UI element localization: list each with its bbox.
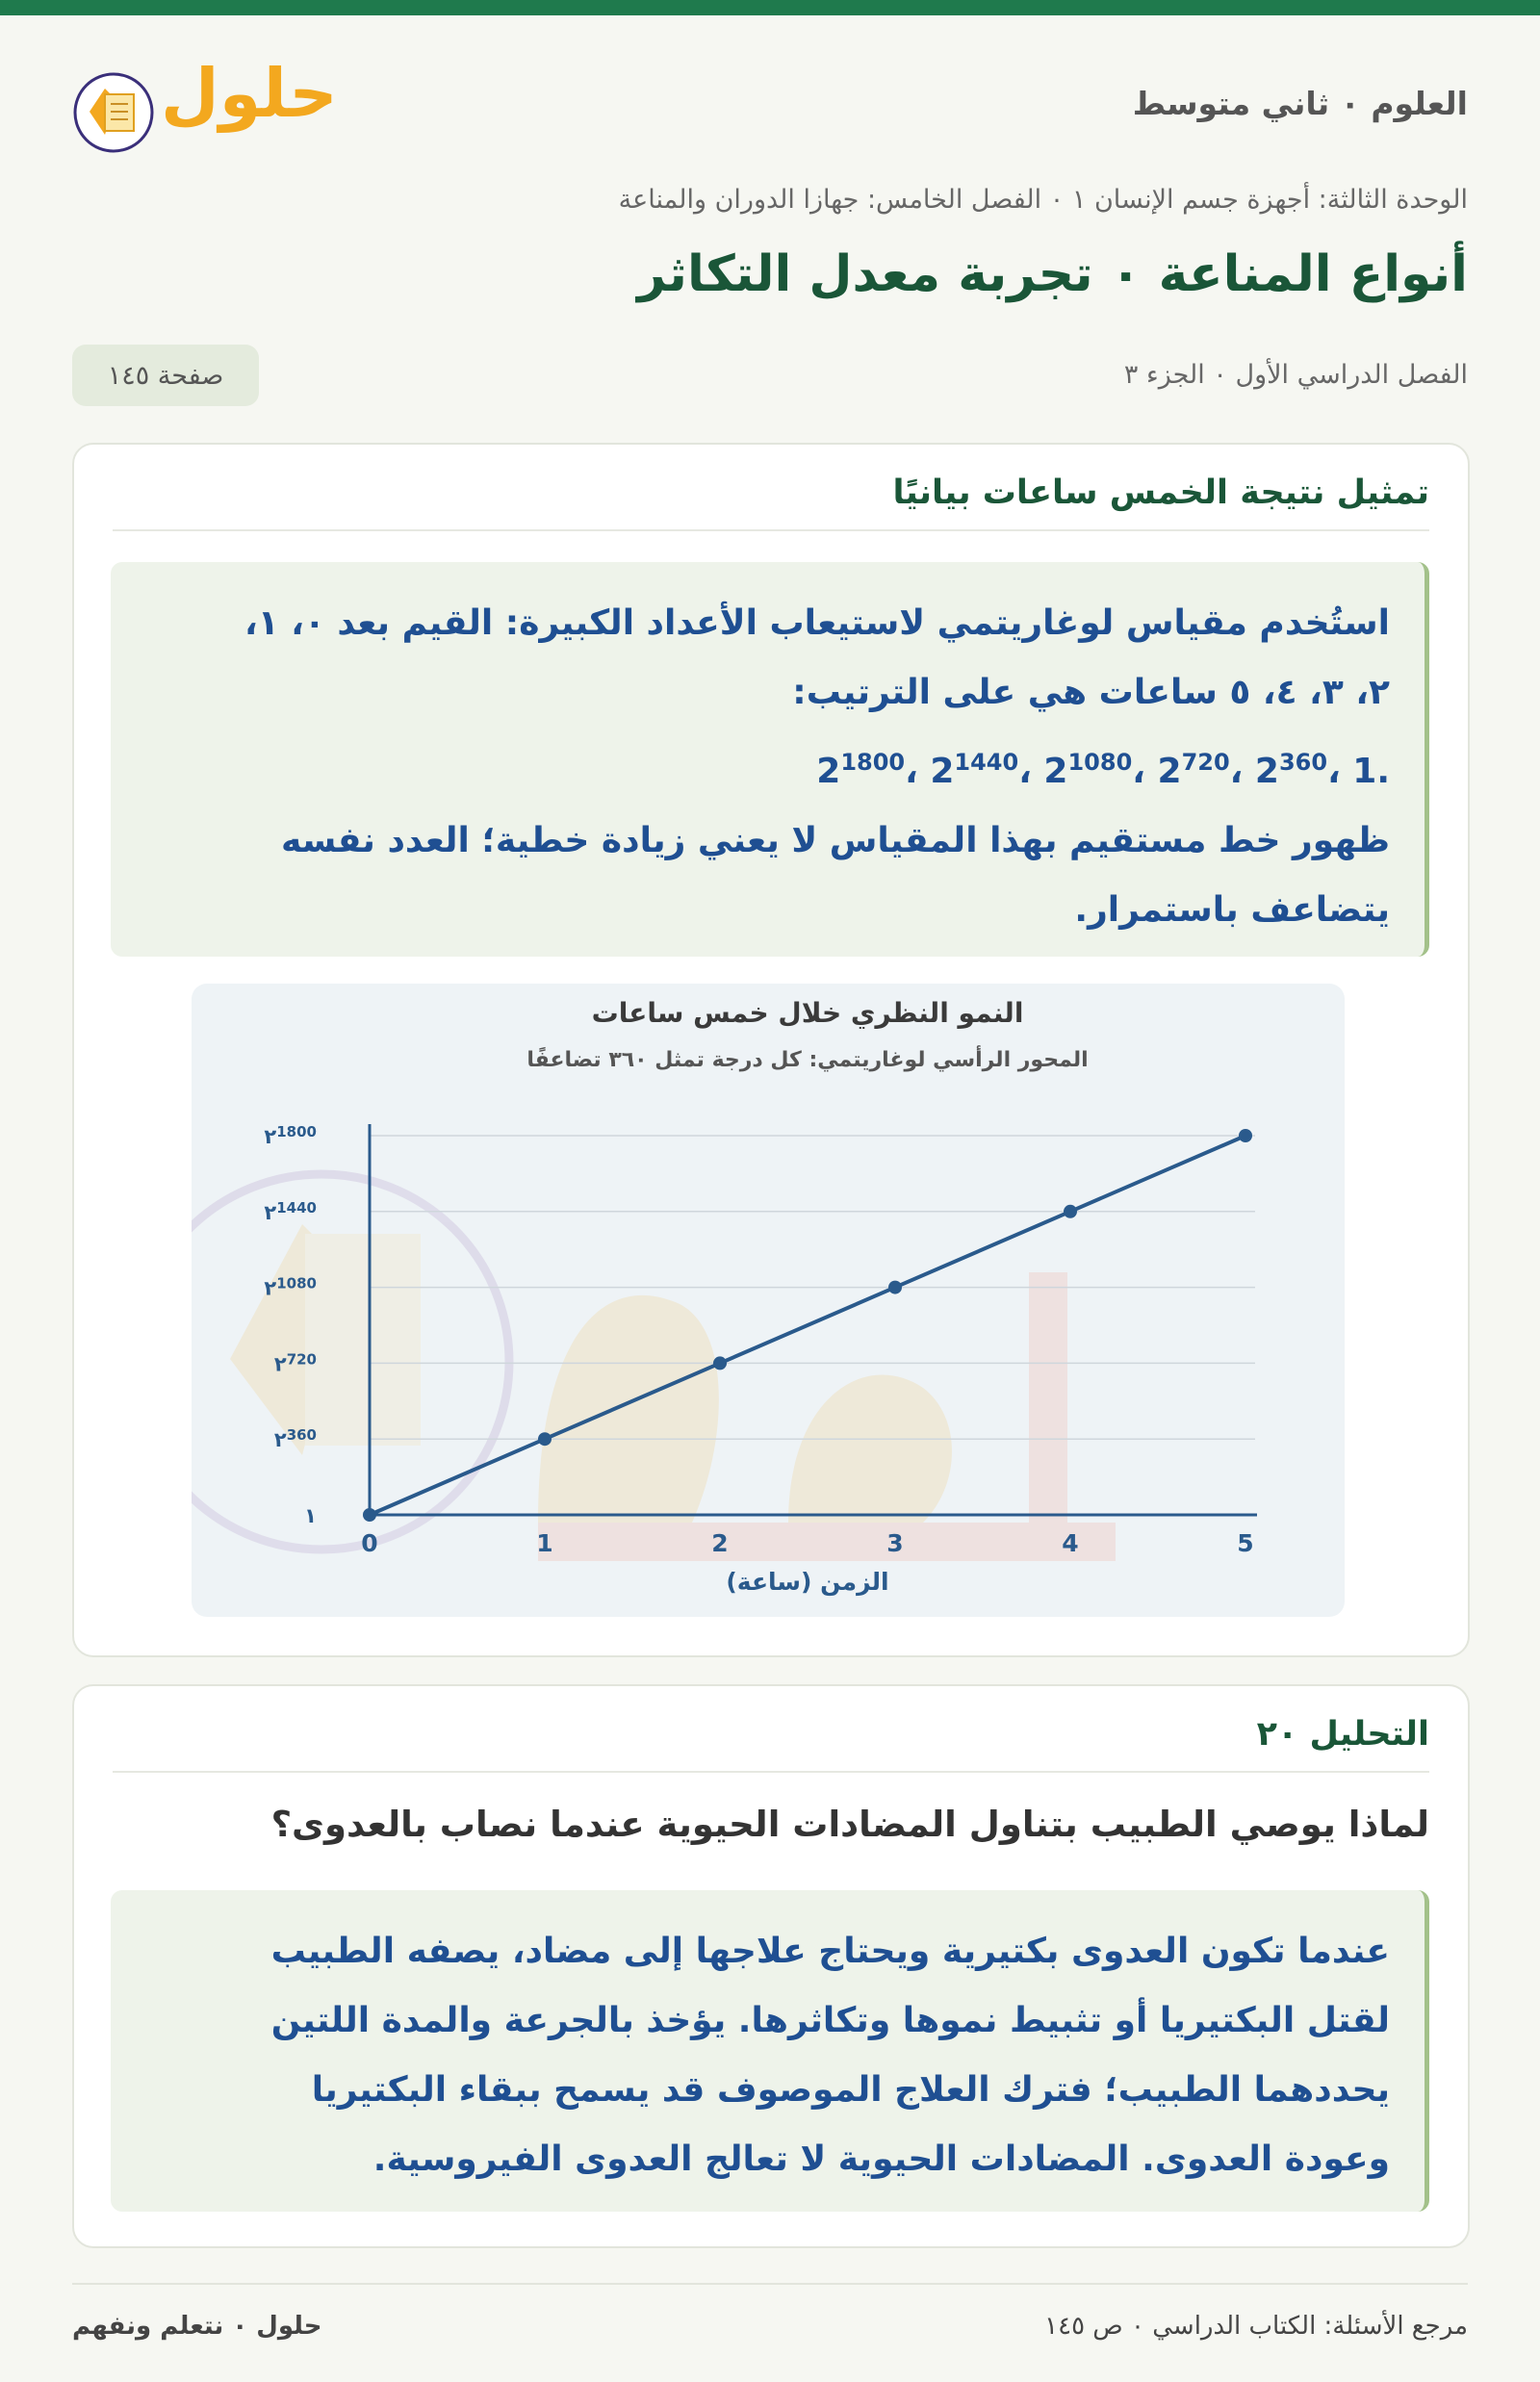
- y-tick-label: $٢^{360}$: [273, 1426, 317, 1452]
- separator: ،: [1018, 752, 1044, 791]
- note-line: استُخدم مقياس لوغاريتمي لاستيعاب الأعداد الكبيرة: القيم بعد ٠، ١،: [244, 603, 1390, 643]
- separator: ،: [1229, 752, 1255, 791]
- footer-source: مرجع الأسئلة: الكتاب الدراسي ٠ ص ١٤٥: [1044, 2312, 1468, 2341]
- y-tick-label: $٢^{1080}$: [264, 1274, 317, 1300]
- chart-title: النمو النظري خلال خمس ساعات: [591, 997, 1024, 1029]
- data-point: [713, 1356, 727, 1370]
- chart-panel: [192, 984, 1345, 1617]
- chart-subtitle: المحور الرأسي لوغاريتمي: كل درجة تمثل ٣٦٠ تضاعفًا: [526, 1048, 1089, 1072]
- separator: ،: [905, 752, 931, 791]
- section-title: التحليل ٢٠: [113, 1715, 1429, 1773]
- logo-wordmark: حلول: [161, 54, 338, 133]
- answer-note: [111, 1890, 1429, 2212]
- power-term: $2^{360}$: [1254, 749, 1328, 791]
- answer-line: لقتل البكتيريا أو تثبيط نموها وتكاثرها. يؤخذ بالجرعة والمدة اللتين: [270, 2001, 1390, 2040]
- y-tick-label: $٢^{720}$: [273, 1350, 317, 1376]
- answer-line: وعودة العدوى. المضادات الحيوية لا تعالج العدوى الفيروسية.: [372, 2139, 1390, 2179]
- breadcrumb: الوحدة الثالثة: أجهزة جسم الإنسان ١ ٠ الفصل الخامس: جهازا الدوران والمناعة: [618, 185, 1468, 215]
- answer-line: يحددهما الطبيب؛ فترك العلاج الموصوف قد يسمح ببقاء البكتيريا: [311, 2070, 1390, 2110]
- logo-book-icon: [72, 71, 155, 154]
- top-accent-bar: [0, 0, 1540, 15]
- data-point: [1064, 1205, 1077, 1218]
- growth-line-chart: [192, 984, 1345, 1617]
- sequence-tail: ، 1.: [1327, 752, 1390, 791]
- x-tick-label: 3: [886, 1529, 904, 1557]
- data-point: [363, 1508, 376, 1522]
- y-tick-label: $٢^{1800}$: [264, 1123, 317, 1148]
- x-tick-label: 0: [361, 1529, 378, 1557]
- section-title: تمثيل نتيجة الخمس ساعات بيانيًا: [113, 474, 1429, 531]
- power-term: $2^{1800}$: [816, 749, 906, 791]
- data-point: [1239, 1129, 1252, 1142]
- footer-brand: حلول ٠ نتعلم ونفهم: [72, 2312, 322, 2341]
- term-label: الفصل الدراسي الأول ٠ الجزء ٣: [1123, 360, 1468, 390]
- power-term: $2^{1080}$: [1043, 749, 1133, 791]
- footer-divider: [72, 2283, 1468, 2285]
- explanation-note: [111, 562, 1429, 957]
- watermark-logo: [192, 1174, 1116, 1561]
- page-number-badge: صفحة ١٤٥: [72, 345, 259, 406]
- y-tick-label: ١: [304, 1504, 317, 1527]
- note-line: ظهور خط مستقيم بهذا المقياس لا يعني زيادة خطية؛ العدد نفسه: [281, 821, 1390, 860]
- exponent-sequence: [145, 728, 1390, 807]
- subject-label: العلوم ٠ ثاني متوسط: [1132, 85, 1468, 122]
- x-axis-label: الزمن (ساعة): [726, 1568, 889, 1596]
- x-tick-label: 5: [1237, 1529, 1254, 1557]
- brand-logo[interactable]: [72, 54, 338, 160]
- graph-section-card: [72, 443, 1470, 1657]
- answer-line: عندما تكون العدوى بكتيرية ويحتاج علاجها إلى مضاد، يصفه الطبيب: [270, 1932, 1390, 1971]
- analysis-question: لماذا يوصي الطبيب بتناول المضادات الحيوية عندما نصاب بالعدوى؟: [270, 1804, 1429, 1845]
- x-tick-label: 2: [711, 1529, 729, 1557]
- data-point: [538, 1432, 552, 1446]
- y-tick-label: $٢^{1440}$: [264, 1198, 317, 1224]
- note-line: يتضاعف باستمرار.: [1074, 890, 1390, 930]
- power-term: $2^{720}$: [1157, 749, 1230, 791]
- analysis-section-card: [72, 1684, 1470, 2248]
- x-tick-label: 4: [1062, 1529, 1079, 1557]
- data-point: [888, 1281, 902, 1294]
- page-header: [72, 56, 1468, 162]
- power-term: $2^{1440}$: [930, 749, 1019, 791]
- x-tick-label: 1: [536, 1529, 553, 1557]
- note-line: ٢، ٣، ٤، ٥ ساعات هي على الترتيب:: [792, 673, 1390, 712]
- separator: ،: [1132, 752, 1158, 791]
- page-title: أنواع المناعة ٠ تجربة معدل التكاثر: [637, 245, 1468, 303]
